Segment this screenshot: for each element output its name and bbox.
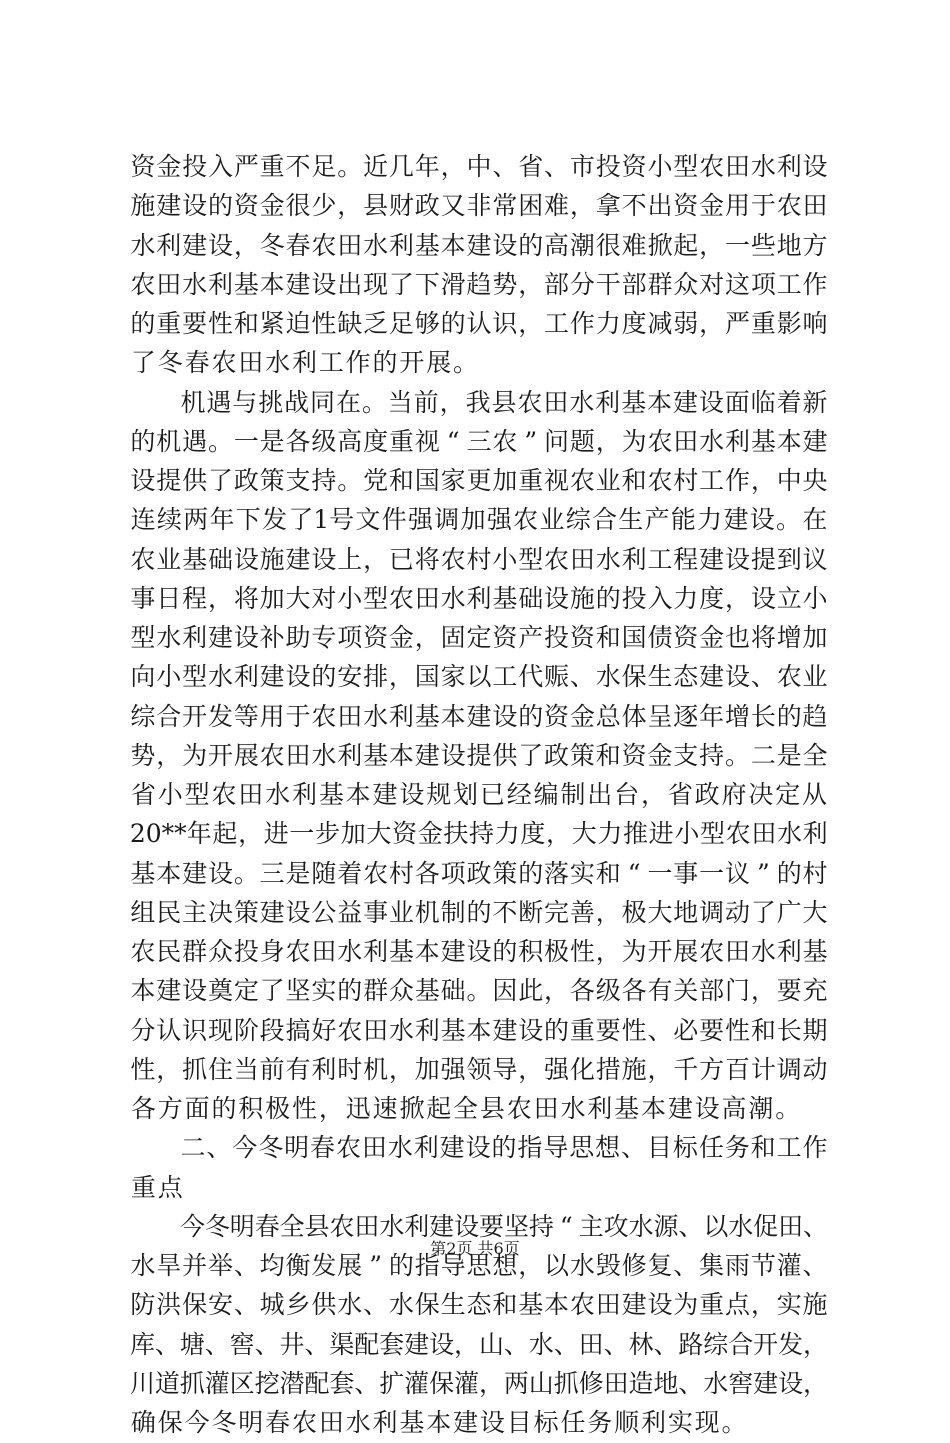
text-line: 二 、 今 冬 明 春 农 田 水 利 建 设 的 指 导 思 想 、 目 标 任 务 和 工 作 [180, 1133, 828, 1163]
text-line: 20** 年 起 ， 进 一 步 加 大 资 金 扶 持 力 度 ， 大 力 推 进 小 型 农 田 水 利 [129, 819, 828, 849]
text-line: 防 洪 保 安 、 城 乡 供 水 、 水 保 生 态 和 基 本 农 田 建 设 为 重 点 ， 实 施 [130, 1290, 828, 1320]
text-line: 农 业 基 础 设 施 建 设 上 ， 已 将 农 村 小 型 农 田 水 利 工 程 建 设 提 到 议 [130, 544, 828, 574]
text-line: 农 民 群 众 投 身 农 田 水 利 基 本 建 设 的 积 极 性 ， 为 开 展 农 田 水 利 基 [130, 937, 828, 966]
text-line: 省 小 型 农 田 水 利 基 本 建 设 规 划 已 经 编 制 出 台 ， 省 政 府 决 定 从 [130, 780, 828, 809]
text-line: 的 重 要 性 和 紧 迫 性 缺 乏 足 够 的 认 识 ， 工 作 力 度 减 弱 ， 严 重 影 响 [130, 309, 828, 338]
text-line: 机 遇 与 挑 战 同 在 。 当 前 ， 我 县 农 田 水 利 基 本 建 设 面 临 着 新 [180, 387, 828, 417]
text-line: 重 点 [130, 1172, 183, 1202]
text-line: 资 金 投 入 严 重 不 足 。 近 几 年 ， 中 、 省 、 市 投 资 小 型 农 田 水 利 设 [130, 152, 828, 181]
text-line: 向 小 型 水 利 建 设 的 安 排 ， 国 家 以 工 代 赈 、 水 保 生 态 建 设 、 农 业 [130, 662, 828, 692]
text-line: 本 建 设 奠 定 了 坚 实 的 群 众 基 础 。 因 此 ， 各 级 各 有 关 部 门 ， 要 充 [130, 976, 828, 1006]
text-line: 今 冬 明 春 全 县 农 田 水 利 建 设 要 坚 持 “ 主 攻 水 源 、 以 水 促 田 、 [179, 1211, 829, 1241]
text-line: 事 日 程 ， 将 加 大 对 小 型 农 田 水 利 基 础 设 施 的 投 入 力 度 ， 设 立 小 [130, 583, 828, 613]
text-line: 库 、 塘 、 窖 、 井 、 渠 配 套 建 设 ， 山 、 水 、 田 、 林 、 路 综 合 开 发 ， [129, 1329, 829, 1359]
text-line: 连 续 两 年 下 发 了 1 号 文 件 强 调 加 强 农 业 综 合 生 产 能 力 建 设 。 在 [130, 505, 828, 535]
text-line: 组 民 主 决 策 建 设 公 益 事 业 机 制 的 不 断 完 善 ， 极 大 地 调 动 了 广 大 [130, 897, 828, 927]
text-line: 设 提 供 了 政 策 支 持 。 党 和 国 家 更 加 重 视 农 业 和 农 村 工 作 ， 中 央 [130, 466, 828, 495]
text-line: 农 田 水 利 基 本 建 设 出 现 了 下 滑 趋 势 ， 部 分 干 部 群 众 对 这 项 工 作 [130, 269, 828, 299]
text-line: 川 道 抓 灌 区 挖 潜 配 套 、 扩 灌 保 灌 ， 两 山 抓 修 田 造 地 、 水 窖 建 设 ， [129, 1368, 829, 1398]
text-line: 确 保 今 冬 明 春 农 田 水 利 基 本 建 设 目 标 任 务 顺 利 实 现 。 [130, 1408, 747, 1437]
text-line: 施 建 设 的 资 金 很 少 ， 县 财 政 又 非 常 困 难 ， 拿 不 出 资 金 用 于 农 田 [130, 191, 828, 221]
text-line: 水 利 建 设 ， 冬 春 农 田 水 利 基 本 建 设 的 高 潮 很 难 掀 起 ， 一 些 地 方 [130, 230, 828, 260]
page-footer: 第2页 共6页 [430, 1239, 520, 1258]
text-line: 基 本 建 设 。 三 是 随 着 农 村 各 项 政 策 的 落 实 和 “ 一 事 一 议 ” 的 村 [130, 858, 828, 888]
text-line: 分 认 识 现 阶 段 搞 好 农 田 水 利 基 本 建 设 的 重 要 性 、 必 要 性 和 长 期 [130, 1015, 828, 1045]
text-line: 了 冬 春 农 田 水 利 工 作 的 开 展 。 [130, 348, 479, 378]
text-line: 型 水 利 建 设 补 助 专 项 资 金 ， 固 定 资 产 投 资 和 国 债 资 金 也 将 增 加 [130, 623, 828, 652]
text-line: 性 ， 抓 住 当 前 有 利 时 机 ， 加 强 领 导 ， 强 化 措 施 ， 千 方 百 计 调 动 [130, 1054, 828, 1084]
text-line: 各 方 面 的 积 极 性 ， 迅 速 掀 起 全 县 农 田 水 利 基 本 建 设 高 潮 。 [130, 1094, 801, 1123]
text-line: 势 ， 为 开 展 农 田 水 利 基 本 建 设 提 供 了 政 策 和 资 金 支 持 。 二 是 全 [130, 740, 828, 770]
text-line: 水 旱 并 举 、 均 衡 发 展 ” 的 指 导 思 想 ， 以 水 毁 修 复 、 集 雨 节 灌 、 [130, 1251, 828, 1280]
text-line: 的 机 遇 。 一 是 各 级 高 度 重 视 “ 三 农 ” 问 题 ， 为 农 田 水 利 基 本 建 [130, 426, 828, 456]
text-line: 综 合 开 发 等 用 于 农 田 水 利 基 本 建 设 的 资 金 总 体 呈 逐 年 增 长 的 趋 [130, 701, 828, 731]
